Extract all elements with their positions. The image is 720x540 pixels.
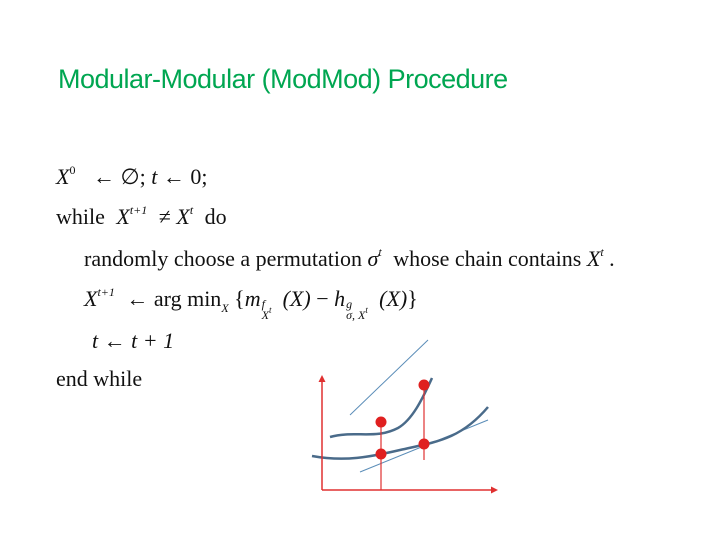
var-x: X [586,246,601,271]
var-t: t [92,328,99,353]
h-symbol: h [334,286,346,311]
m-symbol: m [244,286,261,311]
sup-zero: 0 [69,163,76,177]
brace-open: { [234,286,245,311]
brace-close: } [407,286,418,311]
semicolon: ; [139,164,146,189]
sup-t-plus-1: t+1 [97,285,115,299]
sup-t: t [378,245,382,259]
algo-line-increment [92,330,174,352]
arrow-symbol: ← [92,164,115,189]
var-t: t [151,164,158,189]
sigma-symbol: σ [367,246,379,271]
var-x: X [84,286,98,311]
h-sub-sigma-x: σ, X [346,308,366,322]
emptyset-symbol: ∅ [120,164,140,189]
arrow-symbol: ← [103,328,126,353]
point-upper-right [419,380,430,391]
algo-line-choose [84,245,615,271]
zero-value: 0 [190,164,202,189]
semicolon-2: ; [201,164,208,189]
lower-curve [312,407,488,459]
algo-line-update: $X^{t+1}$ ← arg $\min_X \{m$ f $X^t$ (X) − h g σ, $X^t$ (X)} [84,285,418,322]
keyword-while: while [56,204,105,229]
point-lower-right [419,439,430,450]
sup-t-2: t [600,245,604,259]
x-axis-arrow [491,487,498,494]
algo-line-init [56,163,208,189]
increment-rhs: t + 1 [131,328,175,353]
slide-title: Modular-Modular (ModMod) Procedure [58,64,508,94]
m-sub-t: t [268,305,272,315]
argmin-sub-x: X [221,301,229,315]
sup-t-plus-1: t+1 [129,203,148,217]
sup-t: t [189,203,194,217]
y-axis-arrow [319,375,326,382]
point-lower-left [376,449,387,460]
h-sub-t: t [365,305,368,315]
neq-symbol: ≠ [158,204,171,229]
minus-symbol: − [316,286,329,311]
var-x: X [116,204,130,229]
arrow-symbol-2: ← [162,164,185,189]
argmin-operator: arg min [153,286,222,311]
algo-line-end: end while [56,366,143,391]
arrow-symbol: ← [126,286,149,311]
period: . [609,246,615,271]
var-x-2: X [176,204,190,229]
choose-text-post: whose chain contains [393,246,582,271]
paren-x: (X) [282,286,311,311]
m-sub-x: X [261,308,269,322]
tangent-line-upper [350,340,428,415]
paren-x-2: (X) [379,286,408,311]
algo-line-while [56,203,227,229]
var-x: X [56,164,70,189]
choose-text-pre: randomly choose a permutation [84,246,362,271]
keyword-do: do [204,204,227,229]
modmod-illustration [300,330,510,505]
point-upper-left [376,417,387,428]
